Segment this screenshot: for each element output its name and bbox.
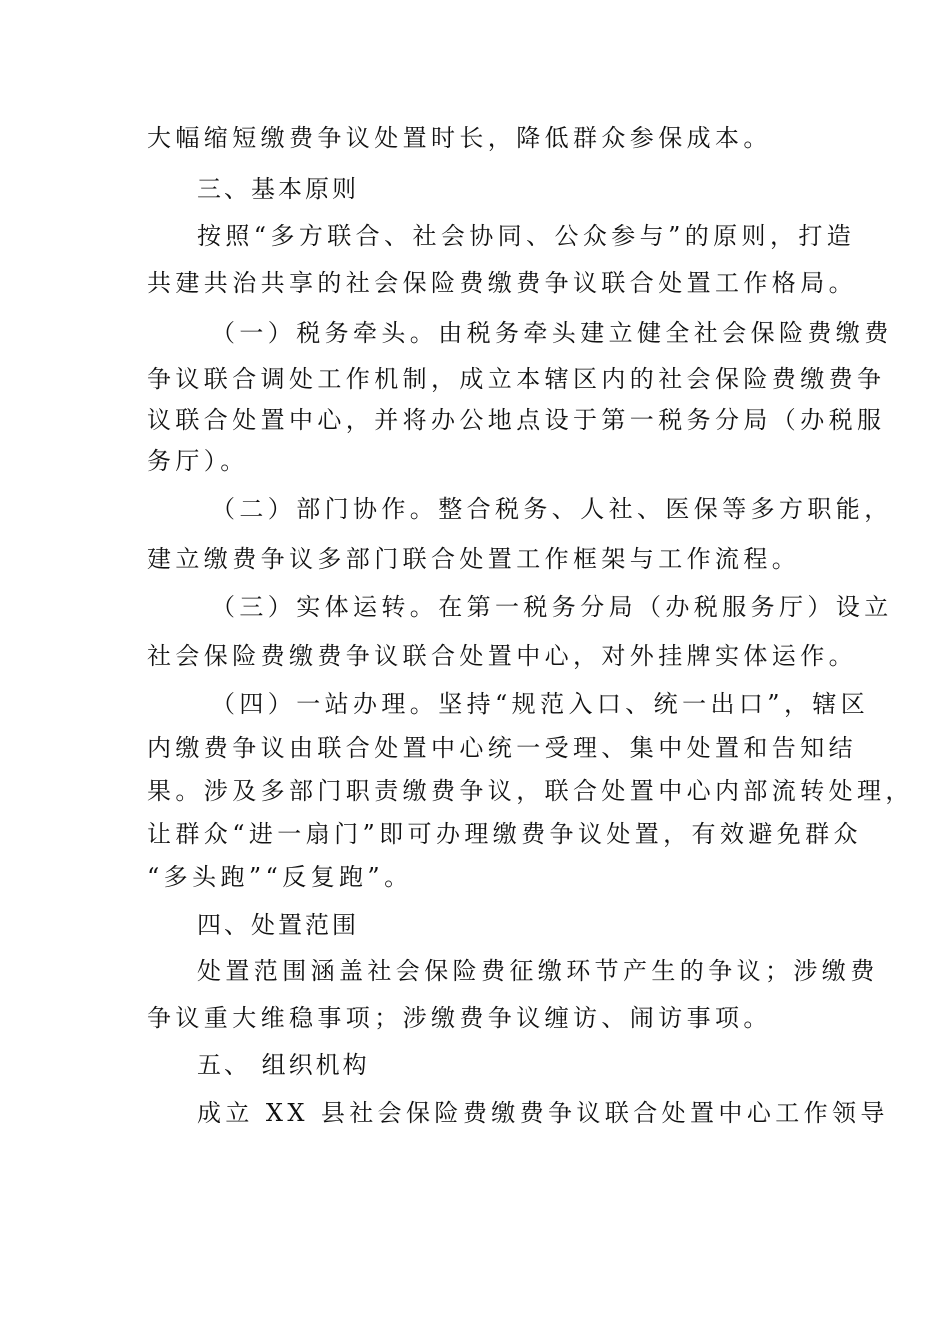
paragraph-line: 争议重大维稳事项；涉缴费争议缠访、闹访事项。 [147, 1004, 772, 1032]
paragraph-line: 建立缴费争议多部门联合处置工作框架与工作流程。 [147, 545, 801, 573]
paragraph-line: 让群众“进一扇门”即可办理缴费争议处置，有效避免群众 [147, 820, 862, 848]
paragraph-line: 内缴费争议由联合处置中心统一受理、集中处置和告知结 [147, 734, 857, 762]
paragraph-line: 共建共治共享的社会保险费缴费争议联合处置工作格局。 [147, 269, 857, 297]
section-heading: 四、处置范围 [197, 911, 359, 939]
paragraph-line: “多头跑”“反复跑”。 [147, 863, 413, 891]
paragraph-line: 社会保险费缴费争议联合处置中心，对外挂牌实体运作。 [147, 642, 857, 670]
paragraph-line: 按照“多方联合、社会协同、公众参与”的原则，打造 [197, 222, 856, 250]
paragraph-line: 处置范围涵盖社会保险费征缴环节产生的争议；涉缴费 [197, 957, 879, 985]
paragraph-line: 议联合处置中心，并将办公地点设于第一税务分局（办税服 [147, 406, 886, 434]
section-heading: 五、 组织机构 [197, 1051, 370, 1079]
paragraph-line: （三）实体运转。在第一税务分局（办税服务厅）设立 [211, 593, 893, 621]
paragraph-line: 果。涉及多部门职责缴费争议，联合处置中心内部流转处理， [147, 777, 914, 805]
paragraph-line: 争议联合调处工作机制，成立本辖区内的社会保险费缴费争 [147, 365, 886, 393]
paragraph-line: （四）一站办理。坚持“规范入口、统一出口”，辖区 [211, 690, 870, 718]
paragraph-line: 成立 XX 县社会保险费缴费争议联合处置中心工作领导 [197, 1099, 889, 1127]
paragraph-line: （一）税务牵头。由税务牵头建立健全社会保险费缴费 [211, 319, 893, 347]
paragraph-line: （二）部门协作。整合税务、人社、医保等多方职能， [211, 495, 893, 523]
paragraph-line: 务厅）。 [147, 447, 249, 475]
section-heading: 三、基本原则 [197, 175, 359, 203]
paragraph-line: 大幅缩短缴费争议处置时长，降低群众参保成本。 [147, 124, 772, 152]
